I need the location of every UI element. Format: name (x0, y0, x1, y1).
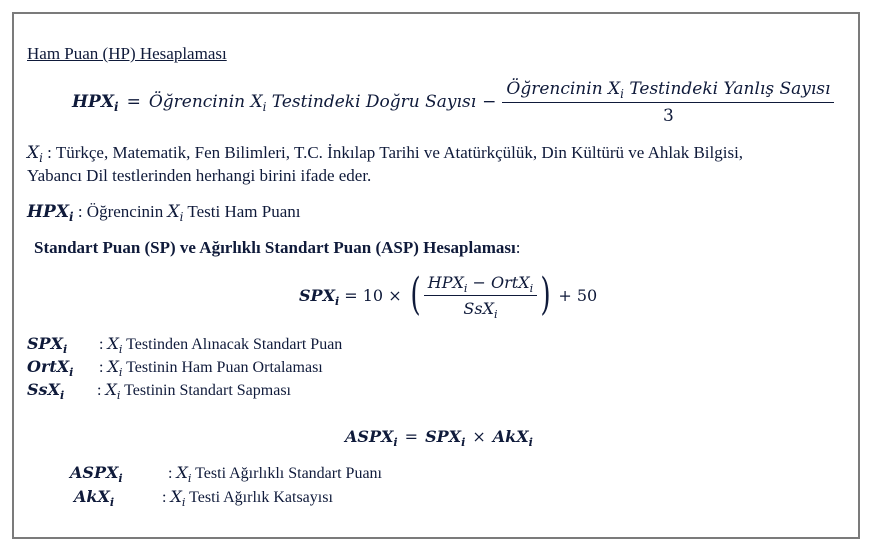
heading-hp: Ham Puan (HP) Hesaplaması (27, 44, 227, 63)
def-spxi: $SPX_i$ : $X_i$ Testinden Alınacak Standart Puan (27, 334, 343, 356)
formula-hp-minus: − (482, 92, 497, 112)
formula-sp-denominator: SsX$_i$ (424, 295, 537, 318)
formula-hp-fraction (502, 79, 834, 126)
formula-sp-plus: + 50 (558, 285, 598, 305)
formula-sp-coef: = 10 × (344, 285, 402, 305)
xi-definition-line1: $X_i$ : Türkçe, Matematik, Fen Bilimleri, T.C. İnkılap Tarihi ve Atatürkçülük, Din Kültürü ve Ahlak Bilgisi, (27, 143, 744, 166)
formula-hp (72, 80, 834, 124)
formula-sp-right-paren: ) (540, 269, 551, 320)
formula-hp-denominator: 3 (502, 102, 834, 126)
formula-sp-fraction (424, 272, 537, 321)
formula-sp-numerator: $HPX_i$ − OrtX$_i$ (427, 272, 534, 295)
def-akxi: AkX$_i$ : $X_i$ Testi Ağırlık Katsayısı (74, 487, 333, 509)
formula-sp-left-paren: ( (410, 269, 421, 320)
heading-sp: Standart Puan (SP) ve Ağırlıklı Standart Puan (ASP) Hesaplaması: (34, 238, 521, 257)
formula-sp (299, 268, 597, 322)
def-ssxi: SsX$_i$ : $X_i$ Testinin Standart Sapması (27, 380, 291, 402)
formula-hp-term1: Öğrencinin $X_i$ Testindeki Doğru Sayısı (148, 92, 477, 115)
formula-hp-lhs: $HPX_i$ (72, 92, 119, 115)
hpxi-definition: $HPX_i$ : Öğrencinin $X_i$ Testi Ham Puanı (27, 202, 301, 225)
formula-hp-numerator: Öğrencinin $X_i$ Testindeki Yanlış Sayısı (506, 78, 831, 101)
formula-hp-equals: = (126, 92, 141, 112)
def-aspxi: $ASPX_i$ : $X_i$ Testi Ağırlıklı Standart Puanı (70, 463, 382, 485)
def-ortxi: OrtX$_i$ : $X_i$ Testinin Ham Puan Ortalaması (27, 357, 323, 379)
formula-sp-lhs: $SPX_i$ (299, 285, 340, 308)
xi-definition-line2: Yabancı Dil testlerinden herhangi birini ifade eder. (27, 166, 372, 185)
formula-asp: $ASPX_i = SPX_i \times AkX_i$ (345, 427, 533, 449)
